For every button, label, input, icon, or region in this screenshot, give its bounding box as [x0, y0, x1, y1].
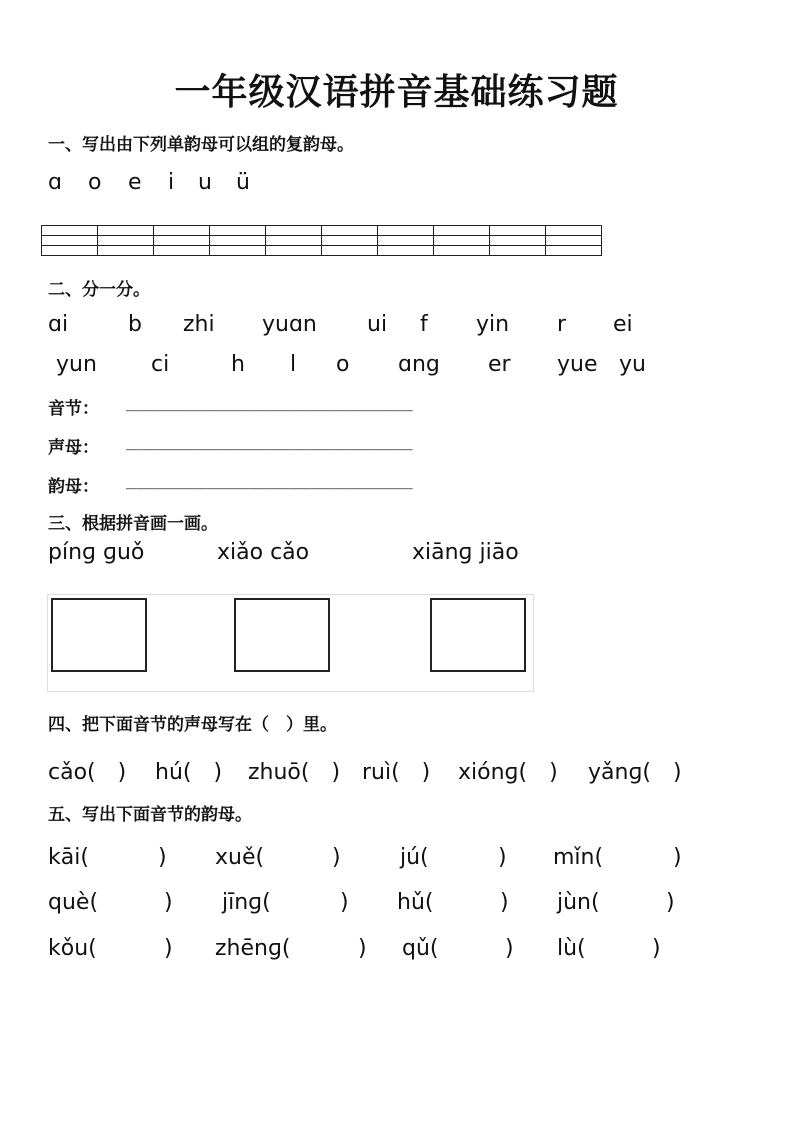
close-paren: ): [164, 936, 173, 961]
syllable-open: xuě(: [215, 845, 265, 870]
vowel: o: [88, 170, 102, 195]
syllable: yin: [476, 312, 510, 337]
syllable: ɑng: [398, 352, 440, 377]
syllable: b: [128, 312, 142, 337]
syllable-blank[interactable]: cǎo( ): [48, 760, 127, 785]
syllable-open: jú(: [400, 845, 429, 870]
close-paren: ): [158, 845, 167, 870]
syllable: er: [488, 352, 511, 377]
syllable-open: qǔ(: [402, 936, 439, 961]
syllable: h: [231, 352, 245, 377]
answer-blank[interactable]: ____________________________: [126, 392, 413, 412]
syllable-blank[interactable]: zhuō( ): [248, 760, 341, 785]
syllable-open: hǔ(: [397, 890, 434, 915]
syllable-open: zhēnɡ(: [215, 936, 291, 961]
close-paren: ): [652, 936, 661, 961]
close-paren: ): [673, 845, 682, 870]
section-2-heading: 二、分一分。: [48, 280, 150, 300]
vowel: ü: [236, 170, 250, 195]
syllable-open: jīnɡ(: [222, 890, 271, 915]
writing-grid[interactable]: [41, 225, 602, 256]
syllable: o: [336, 352, 350, 377]
syllable-open: mǐn(: [553, 845, 604, 870]
close-paren: ): [358, 936, 367, 961]
draw-item-label: xiānɡ jiāo: [412, 540, 519, 565]
syllable-open: lù(: [557, 936, 586, 961]
syllable: ei: [613, 312, 633, 337]
close-paren: ): [340, 890, 349, 915]
drawing-box[interactable]: [430, 598, 526, 672]
label-initial: 声母：: [48, 438, 99, 458]
syllable-blank[interactable]: hú( ): [155, 760, 223, 785]
close-paren: ): [498, 845, 507, 870]
draw-item-label: pínɡ ɡuǒ: [48, 540, 145, 565]
close-paren: ): [332, 845, 341, 870]
label-final: 韵母：: [48, 477, 99, 497]
answer-blank[interactable]: ____________________________: [126, 431, 413, 451]
syllable: ci: [151, 352, 170, 377]
drawing-box[interactable]: [234, 598, 330, 672]
syllable-blank[interactable]: xiónɡ( ): [458, 760, 558, 785]
syllable: yu: [619, 352, 646, 377]
syllable: yun: [56, 352, 97, 377]
syllable-open: jùn(: [557, 890, 600, 915]
label-syllable: 音节：: [48, 399, 99, 419]
section-3-heading: 三、根据拼音画一画。: [48, 514, 218, 534]
syllable: ɑi: [48, 312, 69, 337]
syllable-open: kāi(: [48, 845, 89, 870]
answer-blank[interactable]: ____________________________: [126, 470, 413, 490]
syllable-open: què(: [48, 890, 99, 915]
vowel: e: [128, 170, 142, 195]
vowel: i: [168, 170, 175, 195]
draw-item-label: xiǎo cǎo: [217, 540, 310, 565]
syllable: yuɑn: [262, 312, 317, 337]
section-1-heading: 一、写出由下列单韵母可以组的复韵母。: [48, 135, 354, 155]
page-title: 一年级汉语拼音基础练习题: [174, 71, 619, 113]
syllable-blank[interactable]: ruì( ): [362, 760, 431, 785]
close-paren: ): [666, 890, 675, 915]
close-paren: ): [164, 890, 173, 915]
section-5-heading: 五、写出下面音节的韵母。: [48, 805, 252, 825]
close-paren: ): [500, 890, 509, 915]
drawing-box[interactable]: [51, 598, 147, 672]
vowel: ɑ: [48, 170, 62, 195]
syllable: ui: [367, 312, 388, 337]
section-4-heading: 四、把下面音节的声母写在（ ）里。: [48, 715, 337, 735]
vowel: u: [198, 170, 212, 195]
syllable: yue: [557, 352, 598, 377]
syllable: zhi: [183, 312, 215, 337]
syllable: l: [290, 352, 297, 377]
syllable: r: [557, 312, 567, 337]
close-paren: ): [505, 936, 514, 961]
syllable-blank[interactable]: yǎnɡ( ): [588, 760, 682, 785]
syllable-open: kǒu(: [48, 936, 97, 961]
syllable: f: [420, 312, 428, 337]
